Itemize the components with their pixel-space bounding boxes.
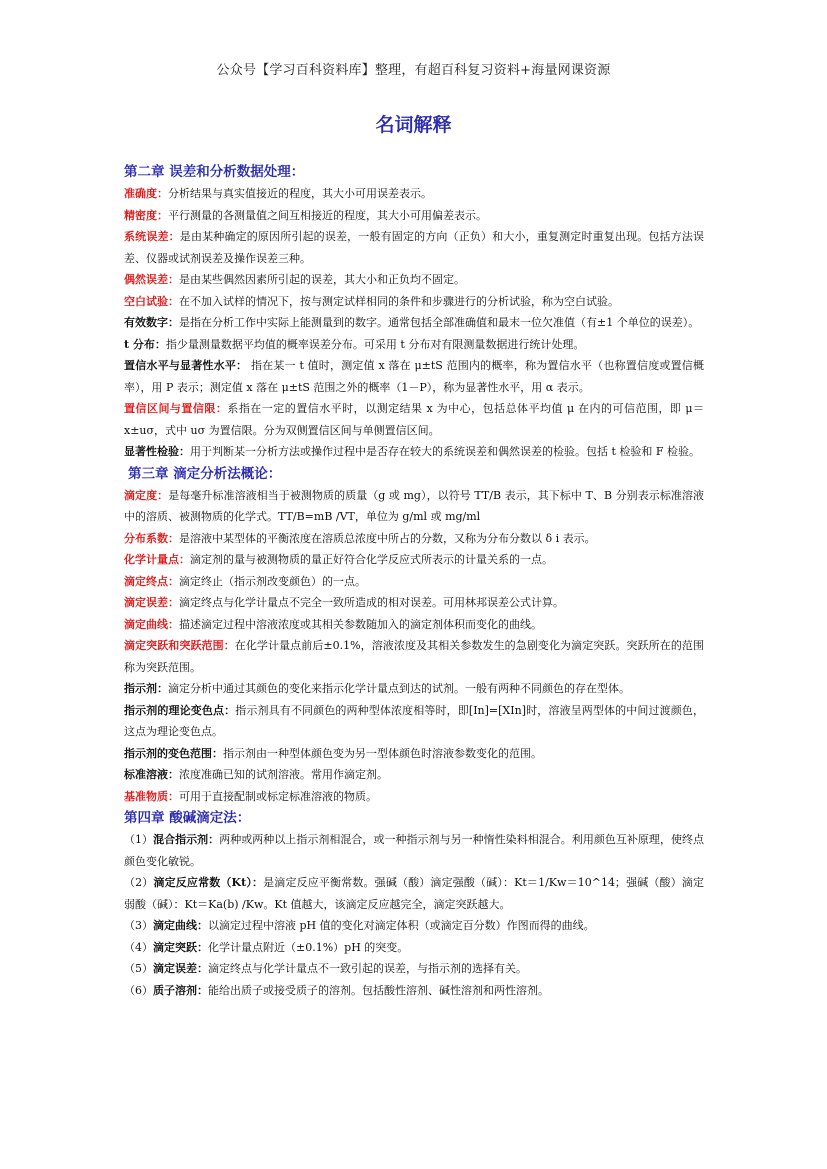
definition-entry <box>124 334 704 356</box>
definition-text: 用于判断某一分析方法或操作过程中是否存在较大的系统误差和偶然误差的检验。包括 t 检验和 F 检验。 <box>190 445 701 458</box>
definition-text: 在不加入试样的情况下，按与测定试样相同的条件和步骤进行的分析试验，称为空白试验。 <box>179 294 619 308</box>
definition-text: 描述滴定过程中溶液浓度或其相关参数随加入的滴定剂体积而变化的曲线。 <box>179 617 542 631</box>
definition-term: 置信水平与显著性水平： <box>124 359 248 372</box>
definition-term: 化学计量点： <box>124 553 190 566</box>
definition-entry <box>124 205 704 227</box>
definition-text: 浓度准确已知的试剂溶液。常用作滴定剂。 <box>179 768 388 781</box>
definition-entry <box>124 485 704 528</box>
definition-text: 是溶液中某型体的平衡浓度在溶质总浓度中所占的分数，又称为分布分数以 δ i 表示。 <box>179 531 596 545</box>
definition-text: 滴定分析中通过其颜色的变化来指示化学计量点到达的试剂。一般有两种不同颜色的存在型体。 <box>168 682 630 695</box>
definition-term: 滴定误差： <box>124 596 179 609</box>
chapter-heading: 第三章 滴定分析法概论： <box>128 465 282 482</box>
definition-entry <box>124 700 704 743</box>
definition-term: 系统误差： <box>124 230 180 243</box>
chapter-heading: 第二章 误差和分析数据处理： <box>124 164 305 180</box>
definition-entry <box>124 571 704 593</box>
definition-text: 化学计量点附近（±0.1%）pH 的突变。 <box>208 940 409 954</box>
definition-term: 滴定度： <box>124 488 169 502</box>
definition-entry <box>124 549 704 571</box>
entry-number: （4） <box>124 940 153 954</box>
definition-text: 系指在一定的置信水平时，以测定结果 x 为中心，包括总体平均值 μ 在内的可信范围，即 μ＝x±uσ，式中 uσ 为置信限。分为双侧置信区间与单侧置信区间。 <box>124 402 705 437</box>
entry-number: （2） <box>124 876 154 889</box>
definition-text: 指在某一 t 值时，测定值 x 落在 μ±tS 范围内的概率，称为置信水平（也称置信度或置信概率），用 P 表示；测定值 x 落在 μ±tS 范围之外的概率（1－P），称为显著性水平，用 α 表示。 <box>124 359 705 394</box>
definition-term: 滴定误差： <box>153 962 208 975</box>
chapter-heading: 第四章 酸碱滴定法： <box>124 810 251 826</box>
definition-text: 是滴定反应平衡常数。强碱（酸）滴定强酸（碱）：Kt＝1/Kw＝10^14；强碱（酸）滴定弱酸（碱）：Kt＝Ka(b) /Kw。Kt 值越大，该滴定反应越完全，滴定突跃越大。 <box>124 876 705 911</box>
definition-term: 精密度： <box>124 208 168 222</box>
definition-term: 滴定终点： <box>124 574 179 588</box>
definition-entry <box>124 635 704 678</box>
entry-number: （6） <box>124 983 153 997</box>
definition-text: 两种或两种以上指示剂相混合，或一种指示剂与另一种惰性染料相混合。利用颜色互补原理，使终点颜色变化敏锐。 <box>124 833 705 868</box>
definition-entry <box>124 937 704 959</box>
definition-term: 偶然误差： <box>124 273 179 286</box>
definition-term: 指示剂的理论变色点： <box>124 703 236 717</box>
entry-number: （5） <box>124 962 153 975</box>
definition-entry <box>124 678 704 700</box>
page-title: 名词解释 <box>375 114 452 136</box>
definition-text: 可用于直接配制或标定标准溶液的物质。 <box>179 789 377 803</box>
definition-term: 混合指示剂： <box>153 833 220 846</box>
definition-entry <box>124 592 704 614</box>
definition-entry <box>124 872 704 915</box>
definition-text: 是指在分析工作中实际上能测量到的数字。通常包括全部准确值和最末一位欠准值（有±1 个单位的误差）。 <box>179 316 700 329</box>
definition-entry <box>124 291 704 313</box>
definition-text: 指示剂由一种型体颜色变为另一型体颜色时溶液参数变化的范围。 <box>223 746 542 760</box>
definition-term: 标准溶液： <box>124 768 179 781</box>
definition-text: 滴定终止（指示剂改变颜色）的一点。 <box>179 574 366 588</box>
definition-text: 能给出质子或接受质子的溶剂。包括酸性溶剂、碱性溶剂和两性溶剂。 <box>208 983 549 997</box>
page-header: 公众号【学习百科资料库】整理，有超百科复习资料+海量网课资源 <box>216 63 611 78</box>
definition-text: 以滴定过程中溶液 pH 值的变化对滴定体积（或滴定百分数）作图而得的曲线。 <box>208 919 595 932</box>
definition-entry <box>124 312 704 334</box>
definition-text: 指少量测量数据平均值的概率误差分布。可采用 t 分布对有限测量数据进行统计处理。 <box>165 337 585 351</box>
definition-text: 是由某些偶然因素所引起的误差，其大小和正负均不固定。 <box>179 273 465 286</box>
definition-term: 准确度： <box>124 187 168 200</box>
definition-term: 滴定曲线： <box>124 617 179 631</box>
definition-entry <box>124 183 704 205</box>
definition-text: 平行测量的各测量值之间互相接近的程度，其大小可用偏差表示。 <box>168 208 487 222</box>
definition-entry <box>124 441 704 463</box>
definition-term: 基准物质： <box>124 789 179 803</box>
definition-entry <box>124 355 704 398</box>
definition-term: 指示剂： <box>124 682 168 695</box>
definition-text: 滴定终点与化学计量点不一致引起的误差，与指示剂的选择有关。 <box>208 962 527 975</box>
definition-text: 滴定终点与化学计量点不完全一致所造成的相对误差。可用林邦误差公式计算。 <box>179 596 564 609</box>
definition-text: 分析结果与真实值接近的程度，其大小可用误差表示。 <box>168 187 432 200</box>
definition-term: 显著性检验： <box>124 445 190 458</box>
definition-term: 空白试验： <box>124 294 179 308</box>
definition-text: 是由某种确定的原因所引起的误差，一般有固定的方向（正负）和大小，重复测定时重复出现。包括方法误差、仪器或试剂误差及操作误差三种。 <box>124 230 705 265</box>
definition-term: 滴定突跃和突跃范围： <box>124 639 235 652</box>
definition-term: 分布系数： <box>124 531 179 545</box>
definition-entry <box>124 786 704 808</box>
definition-term: t 分布： <box>124 337 166 351</box>
definition-entry <box>124 743 704 765</box>
definition-term: 滴定曲线： <box>153 919 208 932</box>
definition-term: 滴定反应常数（Kt）： <box>153 876 264 889</box>
definition-term: 指示剂的变色范围： <box>124 746 223 760</box>
definition-entry <box>124 764 704 786</box>
entry-number: （1） <box>124 833 154 846</box>
definition-entry <box>124 958 704 980</box>
definition-entry <box>124 269 704 291</box>
definition-entry <box>124 829 704 872</box>
definition-text: 是每毫升标准溶液相当于被测物质的质量（g 或 mg），以符号 TT/B 表示，其下标中 T、B 分别表示标准溶液中的溶质、被测物质的化学式。TT/B=mB /VT，单位为 g/ml 或 mg/ml <box>124 488 705 523</box>
definition-entry <box>124 528 704 550</box>
definition-term: 滴定突跃： <box>153 940 208 954</box>
definition-term: 有效数字： <box>124 316 179 329</box>
definition-text: 滴定剂的量与被测物质的量正好符合化学反应式所表示的计量关系的一点。 <box>190 553 553 566</box>
definition-entry <box>124 915 704 937</box>
definition-text: 指示剂具有不同颜色的两种型体浓度相等时，即[In]=[XIn]时，溶液呈两型体的中间过渡颜色，这点为理论变色点。 <box>124 703 704 738</box>
entry-number: （3） <box>124 919 153 932</box>
definition-term: 质子溶剂： <box>153 983 208 997</box>
definition-entry <box>124 980 704 1002</box>
definition-entry <box>124 398 704 441</box>
definition-text: 在化学计量点前后±0.1%，溶液浓度及其相关参数发生的急剧变化为滴定突跃。突跃所在的范围称为突跃范围。 <box>124 639 704 674</box>
definition-entry <box>124 226 704 269</box>
document-body <box>124 161 704 1001</box>
definition-entry <box>124 614 704 636</box>
definition-term: 置信区间与置信限： <box>124 402 228 415</box>
